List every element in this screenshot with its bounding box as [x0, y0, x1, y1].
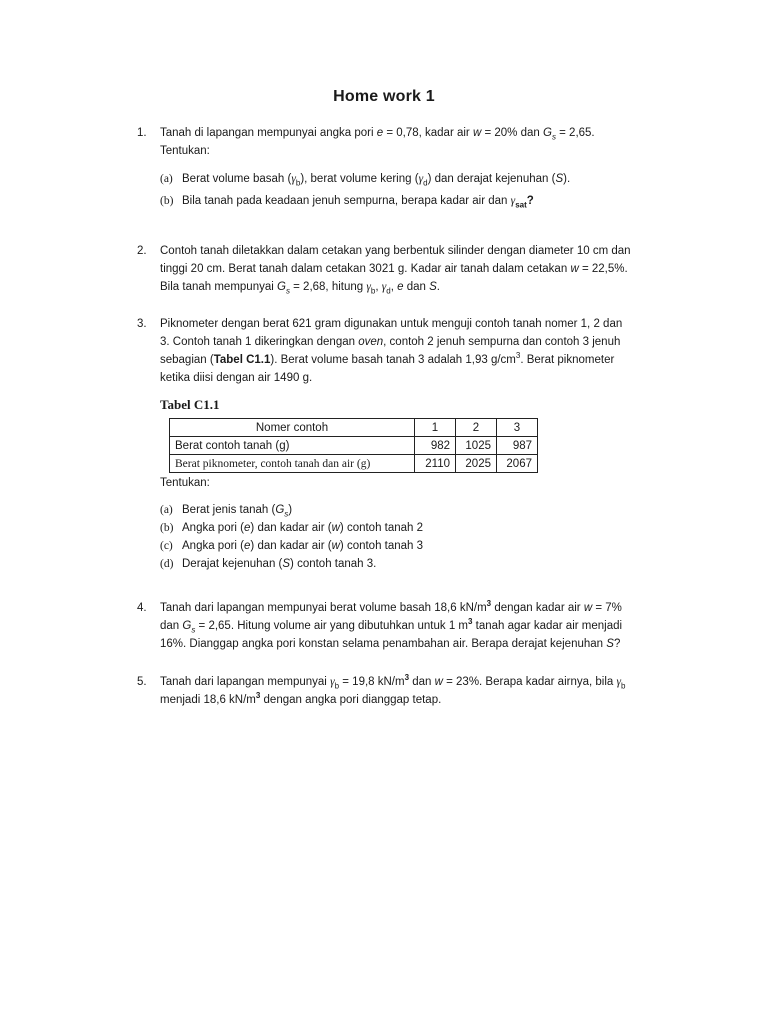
data-table	[169, 418, 538, 473]
question-text: tinggi 20 cm. Berat tanah dalam cetakan 3021 g. Kadar air tanah dalam cetakan w = 22,5%.	[160, 263, 628, 275]
question-text: Contoh tanah diletakkan dalam cetakan yang berbentuk silinder dengan diameter 10 cm dan	[160, 245, 631, 257]
option-a: (a) Berat jenis tanah $(G_s)$	[160, 504, 293, 519]
question-text: Piknometer dengan berat 621 gram digunakan untuk menguji contoh tanah nomer 1, 2 dan	[160, 318, 623, 330]
question-text: dan $G_s = 2,65$. Hitung volume air yang dibutuhkan untuk 1 $m^3$ tanah agar kadar air menjadi	[160, 617, 623, 635]
question-number: 3.	[137, 318, 147, 330]
question-number: 5.	[137, 676, 147, 688]
table-cell: Berat piknometer, contoh tanah dan air (g)	[170, 455, 415, 473]
question-number: 1.	[137, 127, 147, 139]
option-d: (d) Derajat kejenuhan (S) contoh tanah 3.	[160, 558, 377, 570]
table-cell: 987	[497, 437, 538, 455]
table-title: Tabel C1.1	[160, 397, 220, 412]
question-text: Tanah dari lapangan mempunyai berat volume basah 18,6 $kN/m^3$ dengan kadar air w = 7%	[160, 599, 622, 614]
table-cell: 982	[415, 437, 456, 455]
table-header-row	[170, 419, 538, 437]
question-number: 4.	[137, 602, 147, 614]
option-c: (c) Angka pori (e) dan kadar air (w) contoh tanah 3	[160, 540, 424, 552]
option-b: (b) Angka pori (e) dan kadar air (w) contoh tanah 2	[160, 522, 424, 534]
table-cell: 2025	[456, 455, 497, 473]
question-text: Tentukan:	[160, 477, 210, 489]
question-text: sebagian (Tabel C1.1). Berat volume basah tanah 3 adalah 1,93 $g/cm^3$. Berat piknometer	[160, 351, 615, 366]
table-cell: 2110	[415, 455, 456, 473]
table-row	[170, 455, 538, 473]
option-a: (a) Berat volume basah $(\gamma_b)$, berat volume kering $(\gamma_d)$ dan derajat kejenuhan (S).	[160, 173, 571, 188]
question-text: Tanah dari lapangan mempunyai $\gamma_b = 19,8$ $kN/m^3$ dan w = 23%. Berapa kadar airnya, bila $\gamma_b$	[160, 673, 626, 691]
question-text: Tanah di lapangan mempunyai angka pori e = 0,78, kadar air w = 20% dan $G_s = 2,65$.	[160, 127, 595, 142]
table-header-cell: 2	[456, 419, 497, 437]
table-header-cell: 1	[415, 419, 456, 437]
question-text: Bila tanah mempunyai $G_s = 2,68$, hitung $\gamma_b$, $\gamma_d$, e dan S.	[160, 281, 440, 296]
table-cell: 1025	[456, 437, 497, 455]
option-b: (b) Bila tanah pada keadaan jenuh sempurna, berapa kadar air dan $\gamma_{sat}$?	[160, 195, 534, 210]
table-header-cell: 3	[497, 419, 538, 437]
page-title: Home work 1	[333, 88, 435, 105]
question-text: Tentukan:	[160, 145, 210, 157]
question-text: menjadi 18,6 $kN/m^3$ dengan angka pori dianggap tetap.	[160, 691, 442, 706]
table-header-cell: Nomer contoh	[170, 419, 415, 437]
table-cell: 2067	[497, 455, 538, 473]
question-text: 3. Contoh tanah 1 dikeringkan dengan oven, contoh 2 jenuh sempurna dan contoh 3 jenuh	[160, 336, 621, 348]
question-text: 16%. Dianggap angka pori konstan selama penambahan air. Berapa derajat kejenuhan S?	[160, 638, 621, 650]
question-number: 2.	[137, 245, 147, 257]
table-row	[170, 437, 538, 455]
question-text: ketika diisi dengan air 1490 g.	[160, 372, 313, 384]
table-cell: Berat contoh tanah (g)	[170, 437, 415, 455]
